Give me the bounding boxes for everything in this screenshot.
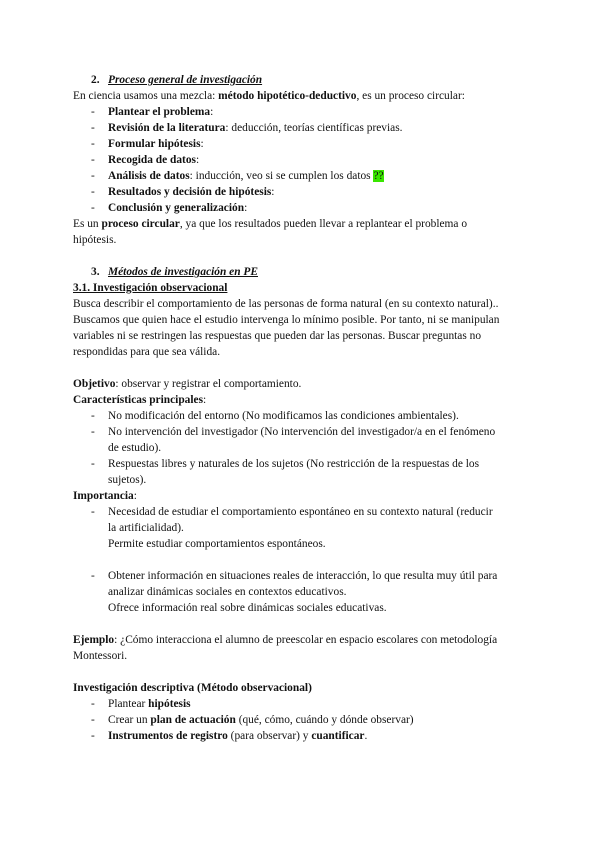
example-text: : ¿Cómo interacciona el alumno de preescolar en espacio escolares con metodología <box>114 634 498 646</box>
characteristics-heading <box>73 393 206 408</box>
importance-text: Obtener información en situaciones reales de interacción, lo que resulta muy útil para <box>108 570 498 582</box>
bullet-dash: - <box>91 410 95 422</box>
intro-text: En ciencia usamos una mezcla: <box>73 90 219 102</box>
step-text: : <box>200 138 204 150</box>
importance-heading <box>73 489 137 504</box>
importance-text-cont: Ofrece información real sobre dinámicas sociales educativas. <box>108 602 387 614</box>
section-3-title: Métodos de investigación en PE <box>108 266 258 278</box>
step-label: Revisión de la literatura <box>108 122 226 134</box>
description-line: Busca describir el comportamiento de las personas de forma natural (en su contexto natural).. <box>73 298 499 310</box>
closing-text-end: , ya que los resultados pueden llevar a replantear el problema o <box>179 218 468 230</box>
item-bold: Instrumentos de registro <box>108 730 228 742</box>
item-bold: hipótesis <box>148 698 191 710</box>
item-bold: plan de actuación <box>150 714 236 726</box>
item-text-end: (qué, cómo, cuándo y dónde observar) <box>235 714 414 726</box>
importance-text-cont: analizar dinámicas sociales en contextos educativos. <box>108 586 347 598</box>
objective-label: Objetivo <box>73 378 116 390</box>
item-text: (para observar) y <box>227 730 312 742</box>
objective-line <box>73 377 301 392</box>
importance-text-cont: Permite estudiar comportamientos espontáneos. <box>108 538 326 550</box>
closing-text: Es un <box>73 218 102 230</box>
step-text: : <box>210 106 214 118</box>
example-text-cont: Montessori. <box>73 650 128 662</box>
item-bold-2: cuantificar <box>311 730 365 742</box>
section-2-closing-line2: hipótesis. <box>73 234 117 246</box>
description-line: Buscamos que quien hace el estudio intervenga lo mínimo posible. Por tanto, ni se manipulan <box>73 314 500 326</box>
example-label: Ejemplo <box>73 634 115 646</box>
intro-text-end: , es un proceso circular: <box>356 90 465 102</box>
section-2-number: 2. <box>91 74 100 86</box>
importance-text-cont: la artificialidad). <box>108 522 184 534</box>
colon: : <box>203 394 207 406</box>
importance-label: Importancia <box>73 490 134 502</box>
characteristic-text: Respuestas libres y naturales de los sujetos (No restricción de la respuestas de los <box>108 458 480 470</box>
step-text: : <box>271 186 275 198</box>
intro-bold: método hipotético-deductivo <box>218 90 357 102</box>
step-label: Análisis de datos <box>108 170 190 182</box>
bullet-dash: - <box>91 426 95 438</box>
closing-bold: proceso circular <box>101 218 180 230</box>
bullet-dash: - <box>91 698 95 710</box>
bullet-dash: - <box>91 186 95 198</box>
item-text-end: . <box>364 730 368 742</box>
bullet-dash: - <box>91 106 95 118</box>
importance-text: Necesidad de estudiar el comportamiento espontáneo en su contexto natural (reducir <box>108 506 493 518</box>
bullet-dash: - <box>91 170 95 182</box>
description-line: respondidas para que sea válida. <box>73 346 221 358</box>
bullet-dash: - <box>91 202 95 214</box>
descriptive-title: Investigación descriptiva (Método observacional) <box>73 682 312 694</box>
step-label: Resultados y decisión de hipótesis <box>108 186 272 198</box>
bullet-dash: - <box>91 154 95 166</box>
objective-text: : observar y registrar el comportamiento. <box>115 378 302 390</box>
section-2-title: Proceso general de investigación <box>108 74 263 86</box>
subsection-title: 3.1. Investigación observacional <box>73 282 228 294</box>
step-text: : <box>244 202 248 214</box>
bullet-dash: - <box>91 138 95 150</box>
item-text: Plantear <box>108 698 149 710</box>
highlight-mark: ?? <box>373 170 384 182</box>
example-line <box>73 633 497 648</box>
characteristic-text-cont: sujetos). <box>108 474 147 486</box>
bullet-dash: - <box>91 570 95 582</box>
step-label: Conclusión y generalización <box>108 202 245 214</box>
section-2-heading <box>91 73 262 88</box>
step-text: : <box>195 154 200 166</box>
step-text: : inducción, veo si se cumplen los datos <box>189 170 374 182</box>
colon: : <box>133 490 137 502</box>
bullet-dash: - <box>91 458 95 470</box>
section-2-intro <box>73 89 465 104</box>
step-text: : deducción, teorías científicas previas. <box>225 122 403 134</box>
description-line: variables ni se restringen las respuestas que pueden dar las personas. Buscar preguntas no <box>73 330 482 342</box>
section-2-closing <box>73 217 467 232</box>
section-3-heading <box>91 265 258 280</box>
bullet-dash: - <box>91 714 95 726</box>
characteristic-text: No modificación del entorno (No modificamos las condiciones ambientales). <box>108 410 459 422</box>
characteristics-label: Características principales <box>73 394 204 406</box>
bullet-dash: - <box>91 506 95 518</box>
step-label: Recogida de datos <box>108 154 196 166</box>
step-label: Plantear el problema <box>108 106 211 118</box>
item-text: Crear un <box>108 714 151 726</box>
characteristic-text: No intervención del investigador (No intervención del investigador/a en el fenómeno <box>108 426 496 438</box>
bullet-dash: - <box>91 730 95 742</box>
bullet-dash: - <box>91 122 95 134</box>
step-label: Formular hipótesis <box>108 138 201 150</box>
characteristic-text-cont: de estudio). <box>108 442 162 454</box>
section-3-number: 3. <box>91 266 100 278</box>
